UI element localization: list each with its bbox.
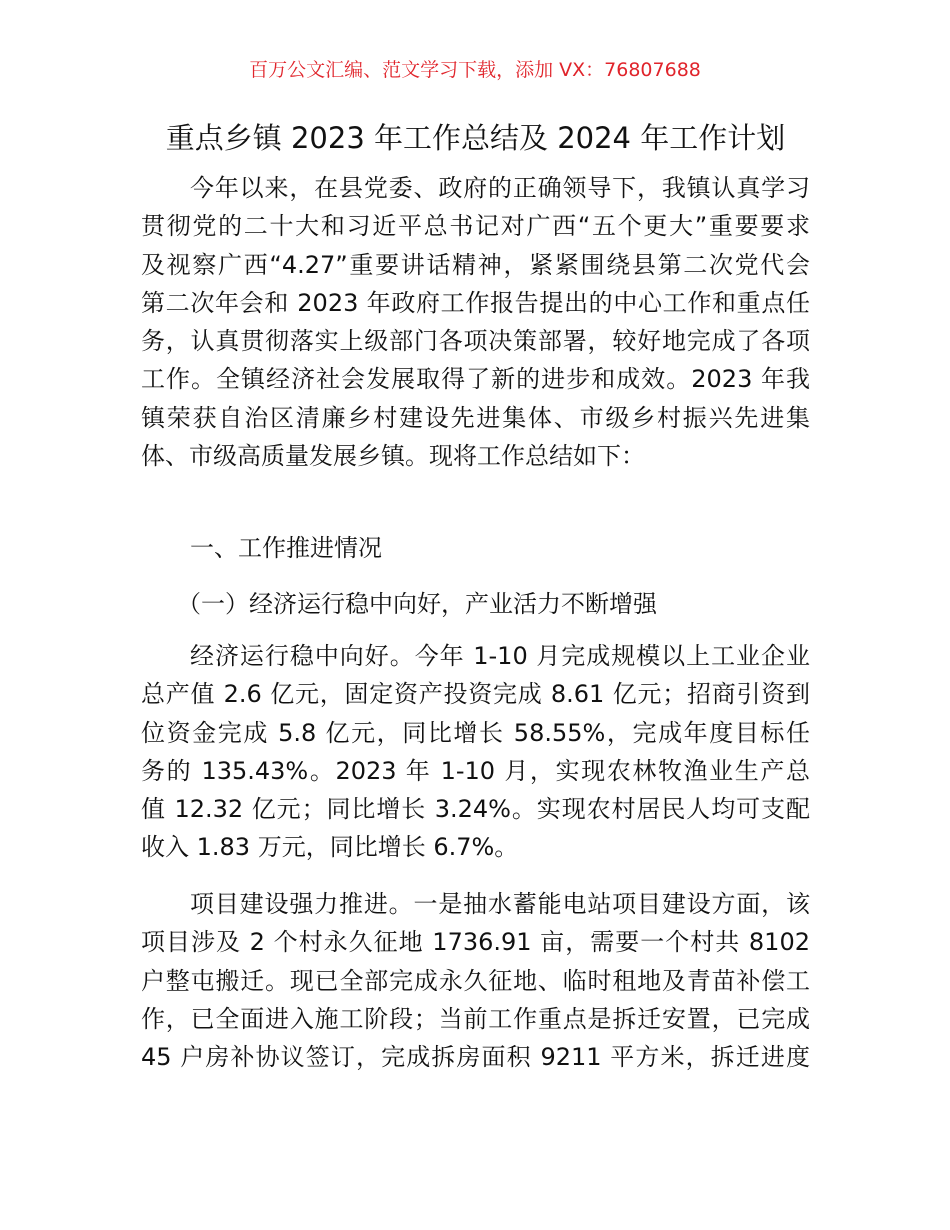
text-line: 务的 135.43%。2023 年 1-10 月，实现农林牧渔业生产总: [141, 756, 810, 785]
intro-paragraph: [141, 169, 810, 475]
economy-paragraph: [141, 637, 810, 867]
document-title: 重点乡镇 2023 年工作总结及 2024 年工作计划: [165, 121, 786, 155]
text-line: 务，认真贯彻落实上级部门各项决策部署，较好地完成了各项: [141, 327, 810, 356]
text-line: 位资金完成 5.8 亿元，同比增长 58.55%，完成年度目标任: [141, 718, 810, 747]
text-line: 45 户房补协议签订，完成拆房面积 9211 平方米，拆迁进度: [141, 1043, 810, 1072]
text-line: 工作。全镇经济社会发展取得了新的进步和成效。2023 年我: [141, 365, 810, 394]
text-line: 今年以来，在县党委、政府的正确领导下，我镇认真学习: [190, 174, 810, 202]
text-line: 总产值 2.6 亿元，固定资产投资完成 8.61 亿元；招商引资到: [141, 680, 810, 709]
text-line: 收入 1.83 万元，同比增长 6.7%。: [141, 833, 519, 862]
watermark-header: 百万公文汇编、范文学习下载，添加 VX：76807688: [249, 59, 701, 81]
subsection-heading: （一）经济运行稳中向好，产业活力不断增强: [177, 590, 657, 618]
text-line: 第二次年会和 2023 年政府工作报告提出的中心工作和重点任: [141, 288, 810, 317]
text-line: 作，已全面进入施工阶段；当前工作重点是拆迁安置，已完成: [141, 1004, 810, 1033]
text-line: 镇荣获自治区清廉乡村建设先进集体、市级乡村振兴先进集: [141, 403, 810, 432]
text-line: 项目涉及 2 个村永久征地 1736.91 亩，需要一个村共 8102: [141, 928, 810, 957]
text-line: 户整屯搬迁。现已全部完成永久征地、临时租地及青苗补偿工: [141, 966, 810, 995]
text-line: 体、市级高质量发展乡镇。现将工作总结如下：: [141, 442, 645, 471]
text-line: 及视察广西“4.27”重要讲话精神，紧紧围绕县第二次党代会: [141, 250, 810, 279]
project-paragraph: [141, 885, 810, 1076]
text-line: 经济运行稳中向好。今年 1-10 月完成规模以上工业企业: [190, 642, 810, 670]
text-line: 贯彻党的二十大和习近平总书记对广西“五个更大”重要要求: [141, 212, 810, 241]
section-heading: 一、工作推进情况: [190, 534, 382, 562]
text-line: 项目建设强力推进。一是抽水蓄能电站项目建设方面，该: [190, 890, 810, 918]
text-line: 值 12.32 亿元；同比增长 3.24%。实现农村居民人均可支配: [141, 795, 810, 824]
